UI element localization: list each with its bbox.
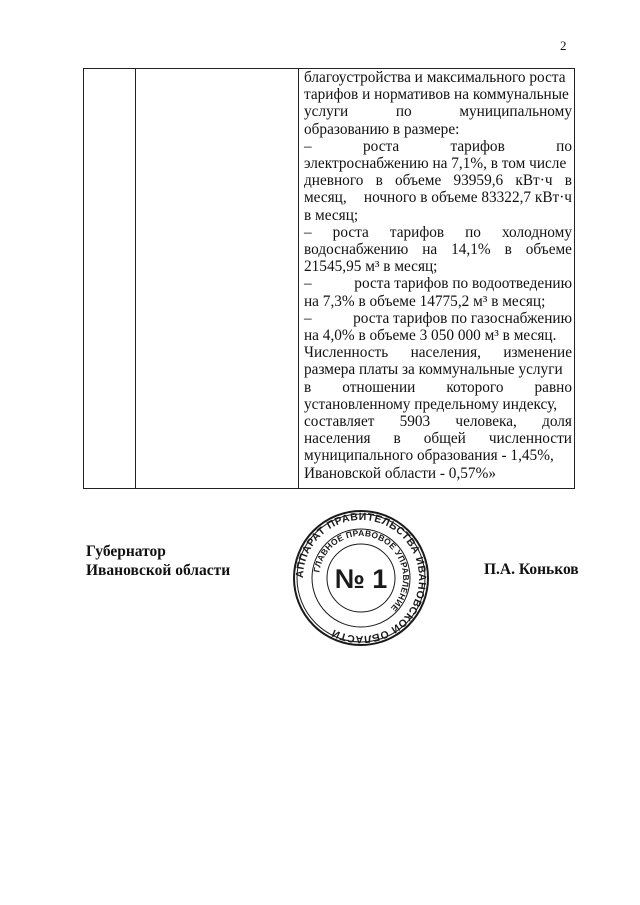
cell-text-line: в месяц; — [304, 206, 359, 224]
seal-number: № 1 — [334, 564, 388, 594]
seal-inner-text: ГЛАВНОЕ ПРАВОВОЕ УПРАВЛЕНИЕ — [311, 527, 412, 614]
cell-text-line — [304, 103, 572, 120]
cell-text-word: тарифов — [389, 223, 445, 241]
cell-text-line: Ивановской области - 0,57%» — [304, 464, 496, 482]
cell-text-word: по — [465, 223, 481, 241]
cell-text-word: населения, — [410, 344, 481, 362]
cell-text-word: роста — [363, 137, 400, 155]
cell-text-word: роста тарифов по газоснабжению — [353, 309, 572, 327]
cell-text-word: роста тарифов по водоотведению — [354, 275, 572, 293]
cell-text-word: водоснабжению — [304, 241, 409, 259]
cell-text-word: изменение — [503, 344, 572, 362]
cell-text-word: услуги — [304, 103, 349, 121]
cell-text-word: Численность — [304, 344, 389, 362]
cell-text-line: 21545,95 м³ в месяц; — [304, 258, 438, 276]
signer-title-line1: Губернатор — [86, 543, 166, 560]
cell-text-line: благоустройства и максимального роста — [304, 69, 566, 86]
cell-text-word: 14,1% — [451, 241, 491, 259]
seal-outer-text: АППАРАТ ПРАВИТЕЛЬСТВА ИВАНОВСКОЙ ОБЛАСТИ — [293, 510, 429, 646]
cell-text-word: – — [304, 309, 312, 327]
cell-text-line — [304, 430, 572, 447]
cell-text-block — [299, 69, 574, 482]
signature-block — [86, 542, 230, 580]
table-cell-name — [136, 69, 299, 489]
cell-text-line: на 7,3% в объеме 14775,2 м³ в месяц; — [304, 292, 546, 310]
cell-text-word: в — [504, 241, 512, 259]
page-number: 2 — [560, 38, 567, 53]
cell-text-word: в — [375, 172, 383, 190]
signer-title-line2: Ивановской области — [86, 562, 231, 579]
cell-text-word: муниципальному — [459, 103, 572, 121]
cell-text-line: тарифов и нормативов на коммунальные — [304, 86, 569, 104]
official-seal-stamp — [292, 509, 430, 647]
cell-text-word: которого — [446, 378, 504, 396]
cell-text-word: численности — [488, 430, 572, 448]
cell-text-word: ночного в объеме 83322,7 кВт·ч — [363, 189, 572, 207]
cell-text-word: объеме — [525, 241, 572, 259]
cell-text-word: общей — [423, 430, 466, 448]
cell-text-line — [304, 379, 572, 396]
cell-text-line: размера платы за коммунальные услуги — [304, 361, 563, 379]
cell-text-line: муниципального образования - 1,45%, — [304, 447, 554, 465]
cell-text-line: электроснабжению на 7,1%, в том числе — [304, 155, 567, 173]
table-cell-text — [299, 69, 575, 489]
table-row — [84, 69, 575, 489]
cell-text-word: – — [304, 275, 312, 293]
cell-text-word: кВт·ч — [515, 172, 553, 190]
cell-text-line — [304, 224, 572, 241]
cell-text-word: отношении — [342, 378, 416, 396]
cell-text-word: в — [564, 172, 572, 190]
cell-text-line — [304, 344, 572, 361]
cell-text-word: равно — [534, 378, 572, 396]
cell-text-word: – — [304, 137, 312, 155]
cell-text-word: объеме — [395, 172, 442, 190]
table-cell-number — [84, 69, 136, 489]
cell-text-line — [304, 138, 572, 155]
cell-text-line — [304, 310, 572, 327]
cell-text-word: холодному — [501, 223, 572, 241]
cell-text-line: установленному предельному индексу, — [304, 395, 558, 413]
cell-text-word: тарифов — [450, 137, 505, 155]
cell-text-word: – — [304, 223, 312, 241]
cell-text-word: 93959,6 — [453, 172, 504, 190]
cell-text-line — [304, 241, 572, 258]
cell-text-word: человека, — [455, 413, 517, 431]
cell-text-word: роста — [332, 223, 369, 241]
cell-text-word: по — [395, 103, 412, 121]
cell-text-line — [304, 275, 572, 292]
continuation-table — [83, 68, 575, 489]
cell-text-line — [304, 172, 572, 189]
cell-text-word: по — [556, 137, 572, 155]
cell-text-word: на — [422, 241, 438, 259]
cell-text-word: населения — [304, 430, 371, 448]
cell-text-word: 5903 — [399, 413, 431, 431]
cell-text-word: доля — [542, 413, 572, 431]
cell-text-word: составляет — [304, 413, 375, 431]
cell-text-line: образованию в размере: — [304, 120, 460, 138]
cell-text-line — [304, 189, 572, 206]
cell-text-word: месяц, — [304, 189, 347, 207]
cell-text-line: на 4,0% в объеме 3 050 000 м³ в месяц. — [304, 327, 557, 345]
signer-name: П.А. Коньков — [484, 561, 579, 578]
cell-text-line — [304, 413, 572, 430]
cell-text-word: в — [304, 378, 312, 396]
cell-text-word: дневного — [304, 172, 364, 190]
cell-text-word: в — [393, 430, 401, 448]
